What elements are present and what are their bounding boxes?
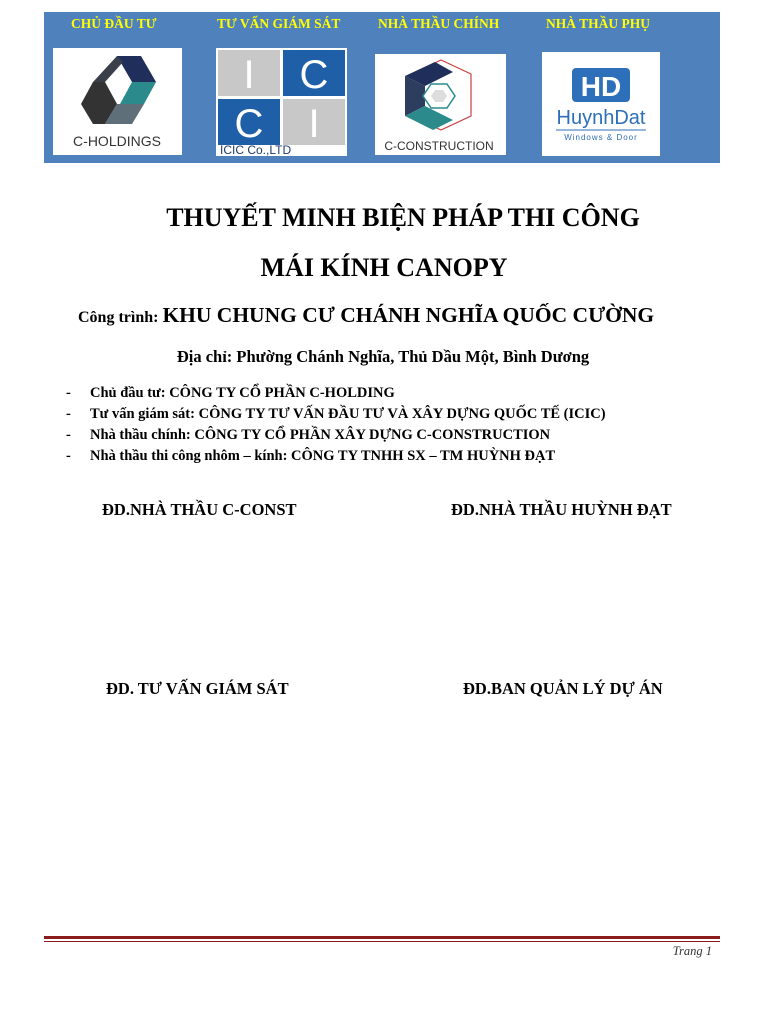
icic-letter-1: I [243,53,255,97]
signature-project-management: ĐD.BAN QUẢN LÝ DỰ ÁN [463,679,663,698]
c-construction-logo-mark [375,54,506,155]
project-name: KHU CHUNG CƯ CHÁNH NGHĨA QUỐC CƯỜNG [162,303,655,327]
role-label-main-contractor: NHÀ THẦU CHÍNH [378,16,500,31]
project-label: Công trình: [78,309,159,326]
c-holdings-logo-mark [53,48,182,155]
signature-huynh-dat: ĐD.NHÀ THẦU HUỲNH ĐẠT [451,500,672,519]
c-holdings-logo-text: C-HOLDINGS [73,133,161,149]
icic-logo-mark [216,48,347,156]
icic-letter-4: I [308,102,320,146]
document-title-line2: MÁI KÍNH CANOPY [260,253,508,282]
huynhdat-logo [542,52,660,156]
bullet-dash: - [66,385,71,401]
list-item [66,405,606,426]
project-line [78,303,654,328]
bullet-dash: - [66,406,71,422]
party-investor: Chủ đầu tư: CÔNG TY CỔ PHẦN C-HOLDING [90,385,395,401]
c-holdings-logo [53,48,182,155]
huynhdat-logo-text: HuynhDat [556,107,646,129]
icic-logo-text: ICIC Co.,LTD [220,143,292,156]
icic-logo [216,48,347,156]
document-title-line1: THUYẾT MINH BIỆN PHÁP THI CÔNG [166,203,640,232]
header-banner [44,12,720,163]
icic-letter-2: C [299,53,329,97]
icic-letter-3: C [234,102,264,146]
c-construction-logo [375,54,506,155]
footer-rule-thin [44,941,720,942]
role-label-investor: CHỦ ĐẦU TƯ [71,16,157,31]
c-construction-logo-text: C-CONSTRUCTION [384,139,494,153]
huynhdat-logo-tagline: Windows & Door [564,133,638,142]
page-number: Trang 1 [672,944,712,958]
role-label-subcontractor: NHÀ THẦU PHỤ [546,16,651,31]
list-item [66,426,606,447]
list-item [66,447,606,468]
party-main-contractor: Nhà thầu chính: CÔNG TY CỔ PHẦN XÂY DỰNG C-CONSTRUCTION [90,427,551,443]
bullet-dash: - [66,448,71,464]
huynhdat-logo-mark [542,52,660,156]
party-supervisor: Tư vấn giám sát: CÔNG TY TƯ VẤN ĐẦU TƯ VÀ XÂY DỰNG QUỐC TẾ (ICIC) [90,406,606,422]
role-label-supervisor: TƯ VẤN GIÁM SÁT [217,16,341,31]
party-aluminum-glass-contractor: Nhà thầu thi công nhôm – kính: CÔNG TY TNHH SX – TM HUỲNH ĐẠT [90,448,556,464]
footer-rule-thick [44,936,720,939]
project-address: Địa chỉ: Phường Chánh Nghĩa, Thủ Dầu Một, Bình Dương [176,347,590,366]
parties-list [66,384,606,468]
signature-c-const: ĐD.NHÀ THẦU C-CONST [102,500,297,519]
huynhdat-mark-letters: HD [580,71,622,102]
list-item [66,384,606,405]
bullet-dash: - [66,427,71,443]
signature-supervisor: ĐD. TƯ VẤN GIÁM SÁT [106,679,289,698]
